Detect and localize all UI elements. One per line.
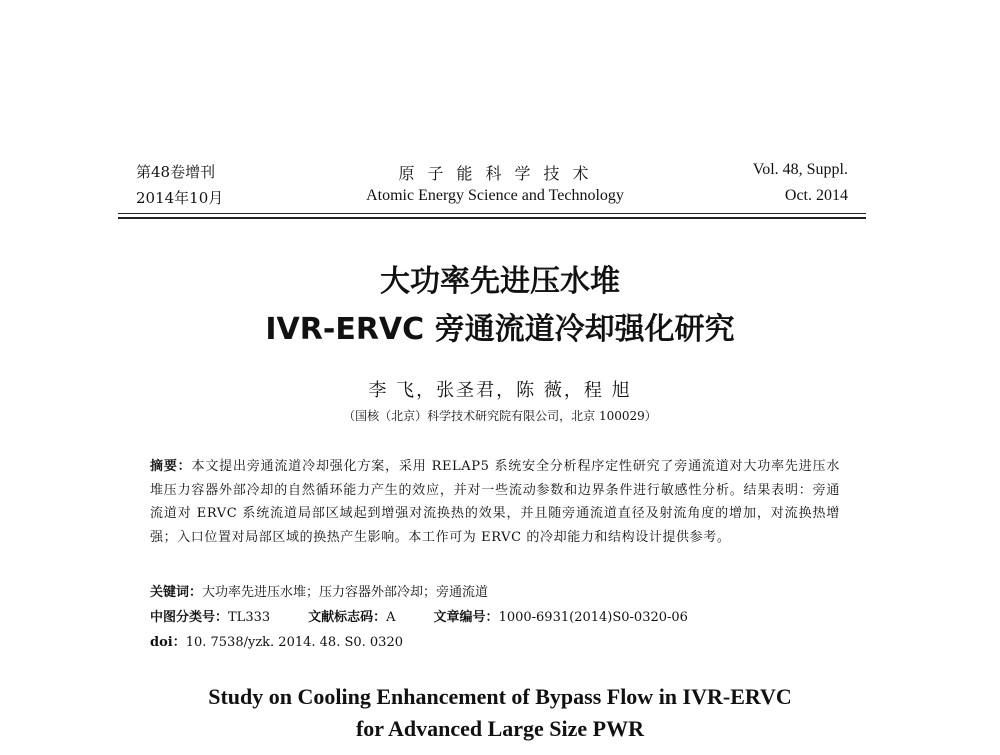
date-en: Oct. 2014	[784, 187, 848, 204]
header-rule-thin	[118, 213, 866, 214]
date-cn: 2014年10月	[136, 189, 224, 207]
doi-label: doi：	[150, 635, 186, 650]
article-number-label: 文章编号：	[433, 610, 499, 625]
volume-cn: 第48卷增刊	[136, 163, 216, 181]
keywords-text: 大功率先进压水堆；压力容器外部冷却；旁通流道	[202, 585, 489, 600]
clc-label: 中图分类号：	[150, 610, 229, 625]
paper-title-line2: IVR-ERVC 旁通流道冷却强化研究	[265, 312, 735, 347]
volume-en: Vol. 48, Suppl.	[752, 161, 848, 178]
doc-code-label: 文献标志码：	[308, 610, 387, 625]
paper-title-line1: 大功率先进压水堆	[380, 264, 620, 299]
abstract-label: 摘要：	[150, 459, 192, 474]
english-title-line2: for Advanced Large Size PWR	[355, 716, 644, 741]
header-rule-thick	[118, 217, 866, 219]
authors: 李 飞，张圣君，陈 薇，程 旭	[368, 380, 632, 401]
keywords	[150, 581, 488, 600]
doi-value: 10. 7538/yzk. 2014. 48. S0. 0320	[185, 635, 403, 650]
doi-line	[150, 631, 403, 650]
journal-title-cn: 原子能科学技术	[398, 164, 602, 183]
abstract	[150, 455, 840, 549]
classification-line	[150, 606, 688, 625]
affiliation: （国核（北京）科学技术研究院有限公司，北京 100029）	[343, 409, 657, 423]
clc-value: TL333	[228, 610, 271, 625]
doc-code-value: A	[386, 610, 396, 625]
journal-title-en: Atomic Energy Science and Technology	[366, 187, 624, 204]
article-number-value: 1000-6931(2014)S0-0320-06	[498, 610, 688, 625]
english-title-line1: Study on Cooling Enhancement of Bypass Flow in IVR-ERVC	[208, 684, 792, 709]
abstract-text: 本文提出旁通流道冷却强化方案，采用 RELAP5 系统安全分析程序定性研究了旁通流道对大功率先进压水堆压力容器外部冷却的自然循环能力产生的效应，并对一些流动参数和边界条件进行敏感性分析。结果表明：旁通流道对 ERVC 系统流道局部区域起到增强对流换热的效果，并且随旁通流道直径及射流角度的增加，对流换热增强；入口位置对局部区域的换热产生影响。本工作可为 ERVC 的冷却能力和结构设计提供参考。	[150, 459, 840, 545]
keywords-label: 关键词：	[150, 585, 203, 600]
